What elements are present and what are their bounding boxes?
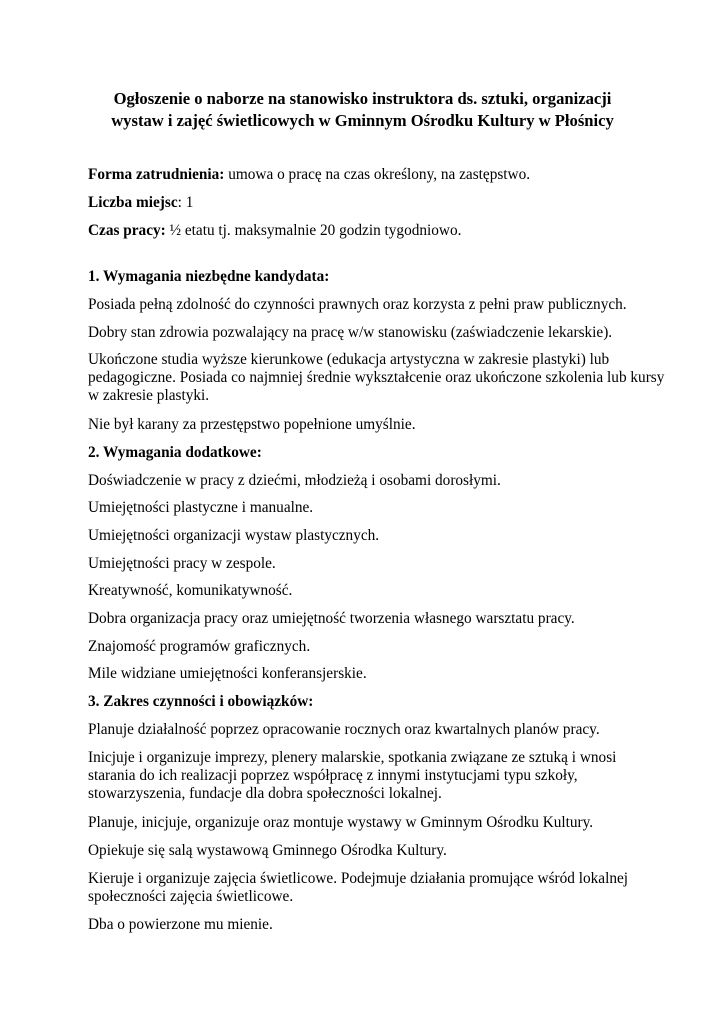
- text-line: Kieruje i organizuje zajęcia świetlicowe. Podejmuje działania promujące wśród lokalnej: [88, 870, 629, 887]
- section-2-item: [88, 472, 648, 490]
- text-line: stowarzyszenia, fundacje dla dobra społeczności lokalnej.: [88, 785, 442, 802]
- section-3-heading: [88, 693, 648, 711]
- text-line: Umiejętności pracy w zespole.: [88, 555, 276, 572]
- text-line: Mile widziane umiejętności konferansjerskie.: [88, 665, 367, 682]
- section-3-item: [88, 870, 648, 906]
- section-2-item: [88, 499, 648, 517]
- working-time-label: Czas pracy:: [88, 222, 166, 239]
- section-2-item: [88, 638, 648, 656]
- section-3-item: [88, 916, 648, 934]
- text-line: Planuje działalność poprzez opracowanie rocznych oraz kwartalnych planów pracy.: [88, 721, 600, 738]
- text-line: Ukończone studia wyższe kierunkowe (edukacja artystyczna w zakresie plastyki) lub: [88, 351, 610, 368]
- text-line: Dobra organizacja pracy oraz umiejętność tworzenia własnego warsztatu pracy.: [88, 610, 575, 627]
- section-3-heading-text: 3. Zakres czynności i obowiązków:: [88, 693, 314, 710]
- section-1-item: [88, 351, 665, 405]
- section-2-heading: [88, 444, 648, 462]
- text-line: Opiekuje się salą wystawową Gminnego Ośrodka Kultury.: [88, 842, 447, 859]
- employment-form-value: umowa o pracę na czas określony, na zastępstwo.: [224, 166, 531, 183]
- text-line: Umiejętności plastyczne i manualne.: [88, 499, 314, 516]
- text-line: społeczności zajęcia świetlicowe.: [88, 888, 294, 905]
- employment-form: [88, 166, 648, 184]
- text-line: Znajomość programów graficznych.: [88, 638, 311, 655]
- section-1-item: [88, 296, 648, 314]
- text-line: Kreatywność, komunikatywność.: [88, 582, 293, 599]
- section-2-item: [88, 665, 648, 683]
- document-title: [60, 88, 665, 132]
- section-1-item: [88, 416, 648, 434]
- positions-count-value: : 1: [177, 194, 194, 211]
- section-2-item: [88, 610, 648, 628]
- text-line: Umiejętności organizacji wystaw plastycznych.: [88, 527, 380, 544]
- positions-count: [88, 194, 648, 212]
- section-3-item: [88, 842, 648, 860]
- section-3-item: [88, 814, 648, 832]
- text-line: Nie był karany za przestępstwo popełnione umyślnie.: [88, 416, 416, 433]
- section-3-item: [88, 721, 648, 739]
- section-2-item: [88, 555, 648, 573]
- text-line: pedagogiczne. Posiada co najmniej średnie wykształcenie oraz ukończone szkolenia lub kursy: [88, 369, 665, 386]
- working-time: [88, 222, 648, 240]
- text-line: Planuje, inicjuje, organizuje oraz montuje wystawy w Gminnym Ośrodku Kultury.: [88, 814, 594, 831]
- text-line: w zakresie plastyki.: [88, 387, 210, 404]
- text-line: Dba o powierzone mu mienie.: [88, 916, 273, 933]
- text-line: starania do ich realizacji poprzez współpracę z innymi instytucjami typu szkoły,: [88, 767, 578, 784]
- title-line-1: Ogłoszenie o naborze na stanowisko instruktora ds. sztuki, organizacji: [113, 89, 612, 108]
- text-line: Posiada pełną zdolność do czynności prawnych oraz korzysta z pełni praw publicznych.: [88, 296, 627, 313]
- section-1-heading-text: 1. Wymagania niezbędne kandydata:: [88, 268, 330, 285]
- section-2-heading-text: 2. Wymagania dodatkowe:: [88, 444, 262, 461]
- section-1-item: [88, 324, 648, 342]
- section-3-item: [88, 749, 648, 803]
- positions-count-label: Liczba miejsc: [88, 194, 178, 211]
- employment-form-label: Forma zatrudnienia:: [88, 166, 225, 183]
- text-line: Dobry stan zdrowia pozwalający na pracę w/w stanowisku (zaświadczenie lekarskie).: [88, 324, 613, 341]
- working-time-value: ½ etatu tj. maksymalnie 20 godzin tygodniowo.: [165, 222, 462, 239]
- section-1-heading: [88, 268, 648, 286]
- text-line: Inicjuje i organizuje imprezy, plenery malarskie, spotkania związane ze sztuką i wnosi: [88, 749, 617, 766]
- title-line-2: wystaw i zajęć świetlicowych w Gminnym Ośrodku Kultury w Płośnicy: [111, 111, 614, 130]
- section-2-item: [88, 527, 648, 545]
- section-2-item: [88, 582, 648, 600]
- text-line: Doświadczenie w pracy z dziećmi, młodzieżą i osobami dorosłymi.: [88, 472, 501, 489]
